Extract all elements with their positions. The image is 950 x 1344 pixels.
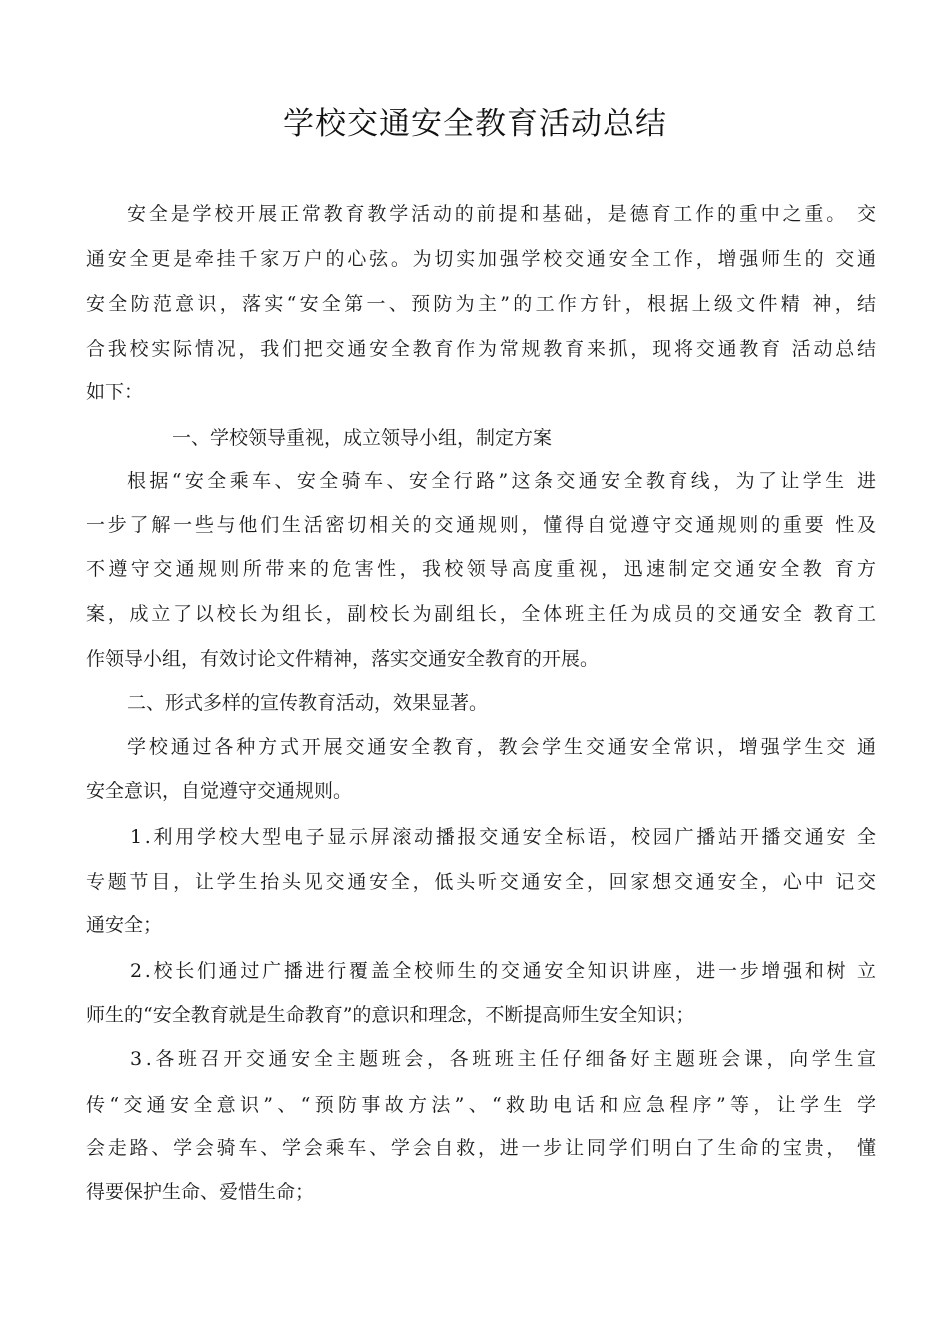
paragraph-line: 3.各班召开交通安全主题班会，各班班主任仔细备好主题班会课，向学生宣 [130, 1048, 880, 1070]
paragraph-line: 通安全； [86, 914, 163, 936]
paragraph-line: 专题节目，让学生抬头见交通安全，低头听交通安全，回家想交通安全，心中 记交 [86, 871, 879, 893]
paragraph-line: 二、形式多样的宣传教育活动，效果显著。 [127, 692, 489, 714]
paragraph-line: 传“交通安全意识”、“预防事故方法”、“救助电话和应急程序”等，让学生 学 [86, 1094, 881, 1116]
paragraph-line: 案，成立了以校长为组长，副校长为副组长，全体班主任为成员的交通安全 教育工 [86, 603, 879, 625]
paragraph-line: 得要保护生命、爱惜生命； [86, 1181, 315, 1203]
paragraph-line: 安全防范意识，落实“安全第一、预防为主”的工作方针，根据上级文件精 神，结 [86, 293, 880, 315]
paragraph-line: 学校通过各种方式开展交通安全教育，教会学生交通安全常识，增强学生交 通 [127, 736, 879, 758]
paragraph-line: 一步了解一些与他们生活密切相关的交通规则，懂得自觉遵守交通规则的重要 性及 [86, 514, 879, 536]
paragraph-line: 合我校实际情况，我们把交通安全教育作为常规教育来抓，现将交通教育 活动总结 [86, 338, 879, 360]
paragraph-line: 如下： [86, 381, 144, 403]
paragraph-line: 1.利用学校大型电子显示屏滚动播报交通安全标语，校园广播站开播交通安 全 [130, 826, 879, 848]
paragraph-line: 通安全更是牵挂千家万户的心弦。为切实加强学校交通安全工作，增强师生的 交通 [86, 248, 879, 270]
paragraph-line: 师生的“安全教育就是生命教育”的意识和理念，不断提高师生安全知识； [86, 1004, 695, 1026]
paragraph-line: 安全意识，自觉遵守交通规则。 [86, 780, 353, 802]
paragraph-line: 2.校长们通过广播进行覆盖全校师生的交通安全知识讲座，进一步增强和树 立 [130, 960, 879, 982]
paragraph-line: 一、学校领导重视，成立领导小组，制定方案 [172, 427, 553, 449]
paragraph-line: 会走路、学会骑车、学会乘车、学会自救，进一步让同学们明白了生命的宝贵， 懂 [86, 1137, 879, 1159]
paragraph-line: 根据“安全乘车、安全骑车、安全行路”这条交通安全教育线，为了让学生 进 [127, 470, 880, 492]
paragraph-line: 不遵守交通规则所带来的危害性，我校领导高度重视，迅速制定交通安全教 育方 [86, 558, 880, 580]
paragraph-line: 作领导小组，有效讨论文件精神，落实交通安全教育的开展。 [86, 648, 600, 670]
document-title: 学校交通安全教育活动总结 [283, 106, 667, 142]
paragraph-line: 安全是学校开展正常教育教学活动的前提和基础，是德育工作的重中之重。 交 [127, 203, 879, 225]
